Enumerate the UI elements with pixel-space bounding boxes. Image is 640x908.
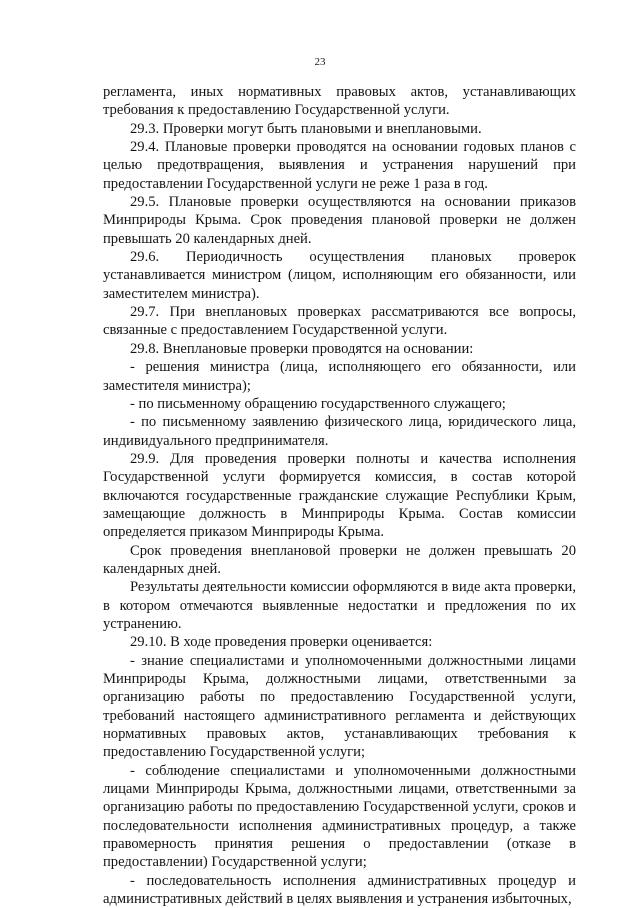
paragraph-unplanned-term: Срок проведения внеплановой проверки не должен превышать 20 календарных дней.: [103, 542, 576, 577]
page-number: 23: [314, 56, 326, 68]
paragraph-29-8: 29.8. Внеплановые проверки проводятся на основании:: [130, 340, 474, 357]
list-item-compliance: - соблюдение специалистами и уполномоченными должностными лицами Минприроды Крыма, должностными лицами, ответственными за организацию работы по предоставлению Государственной услуги, сроков и последовательности исполнения административных процедур, а также правомерность принятия решения о предоставлении (отказе в предоставлении) Государственной услуги;: [103, 762, 576, 871]
paragraph-29-10: 29.10. В ходе проведения проверки оценивается:: [130, 634, 433, 651]
list-item-servant-request: - по письменному обращению государственного служащего;: [130, 395, 506, 412]
paragraph-commission-results: Результаты деятельности комиссии оформляются в виде акта проверки, в котором отмечаются выявленные недостатки и предложения по их устранению.: [103, 579, 576, 632]
list-item-knowledge: - знание специалистами и уполномоченными должностными лицами Минприроды Крыма, должностными лицами, ответственными за организацию работы по предоставлению Государственной услуги, требований настоящего административного регламента и действующих нормативных правовых актов, устанавливающих требования к предоставлению Государственной услуги;: [103, 652, 576, 761]
paragraph-29-4: 29.4. Плановые проверки проводятся на основании годовых планов с целью предотвращения, выявления и устранения нарушений при предоставлении Государственной услуги не реже 1 раза в год.: [103, 139, 576, 192]
list-item-sequence: - последовательность исполнения административных процедур и административных действий в целях выявления и устранения избыточных,: [103, 872, 576, 908]
list-item-minister-decision: - решения министра (лица, исполняющего его обязанности, или заместителя министра);: [103, 359, 576, 394]
paragraph-29-6: 29.6. Периодичность осуществления плановых проверок устанавливается министром (лицом, исполняющим его обязанности, или заместителем министра).: [103, 249, 576, 302]
paragraph-regulation-continuation: регламента, иных нормативных правовых актов, устанавливающих требования к предоставлению Государственной услуги.: [103, 84, 576, 119]
paragraph-29-5: 29.5. Плановые проверки осуществляются на основании приказов Минприроды Крыма. Срок проведения плановой проверки не должен превышать 20 календарных дней.: [103, 194, 576, 247]
paragraph-29-9: 29.9. Для проведения проверки полноты и качества исполнения Государственной услуги формируется комиссия, в состав которой включаются государственные гражданские служащие Республики Крым, замещающие должность в Минприроды Крыма. Состав комиссии определяется приказом Минприроды Крыма.: [103, 450, 576, 541]
paragraph-29-3: 29.3. Проверки могут быть плановыми и внеплановыми.: [130, 120, 482, 137]
paragraph-29-7: 29.7. При внеплановых проверках рассматриваются все вопросы, связанные с предоставлением Государственной услуги.: [103, 304, 576, 339]
list-item-citizen-application: - по письменному заявлению физического лица, юридического лица, индивидуального предпринимателя.: [103, 414, 576, 449]
body-text: [103, 83, 576, 908]
